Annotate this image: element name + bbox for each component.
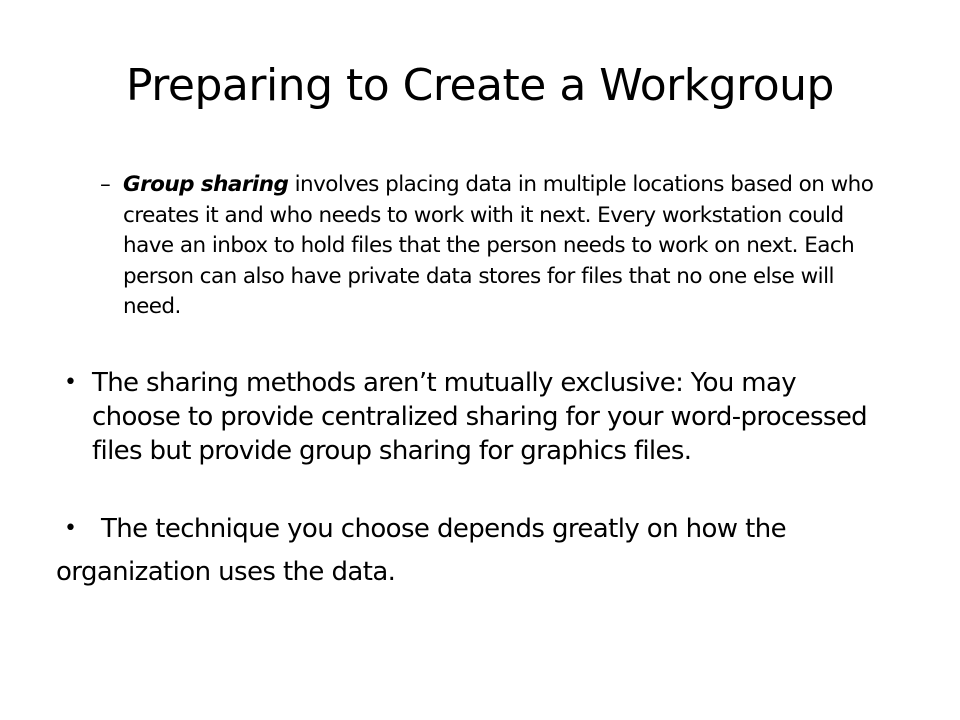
dash-marker: – xyxy=(100,172,111,197)
bullet-text-line-1: The technique you choose depends greatly on how the xyxy=(101,514,787,544)
term-group-sharing: Group sharing xyxy=(123,172,289,197)
bullet-sharing-methods xyxy=(64,366,884,468)
sub-bullet-description: involves placing data in multiple locations based on who creates it and who needs to work with it next. Every workstation could have an inbox to hold files that the person needs to work on next. Each person can also have private data stores for files that no one else will need. xyxy=(123,172,874,319)
bullet-text: The sharing methods aren’t mutually exclusive: You may choose to provide centralized sharing for your word-processed files but provide group sharing for graphics files. xyxy=(92,368,868,466)
sub-bullet-text xyxy=(123,170,890,323)
slide-title: Preparing to Create a Workgroup xyxy=(126,60,834,111)
bullet-text-line-2: organization uses the data. xyxy=(56,557,396,587)
bullet-technique xyxy=(56,512,884,589)
sub-bullet-group-sharing xyxy=(100,170,890,323)
bullet-marker: • xyxy=(64,370,77,395)
bullet-marker: • xyxy=(64,516,77,541)
